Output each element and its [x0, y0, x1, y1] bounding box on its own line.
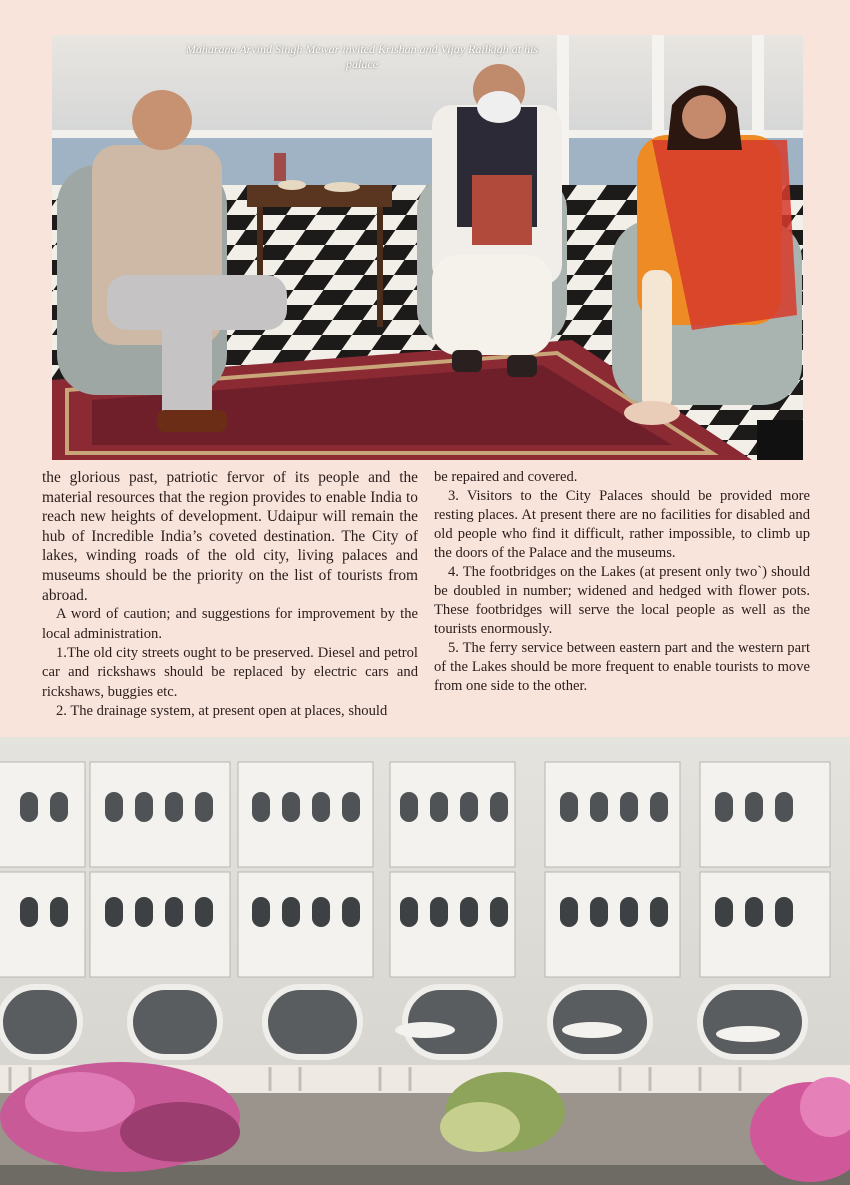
paragraph: 1.The old city streets ought to be preserved. Diesel and petrol car and rickshaws should be replaced by electric cars and rickshaws, buggies etc.: [42, 644, 418, 700]
paragraph: 2. The drainage system, at present open at places, should: [56, 703, 388, 720]
photo-caption: Maharana Arvind Singh Mewar invited Krishan and Vijay Railkigh at his palace: [185, 42, 539, 71]
paragraph: be repaired and covered.: [434, 469, 578, 485]
article-right-column: [434, 468, 810, 696]
paragraph: 4. The footbridges on the Lakes (at present only two`) should be doubled in number; widened and hedged with flower pots. These footbridges will serve the local people as well as the tourists enormously.: [434, 564, 810, 637]
bottom-photo: [0, 737, 850, 1185]
paragraph: 3. Visitors to the City Palaces should be provided more resting places. At present there are no facilities for disabled and old people who find it difficult, rather impossible, to climb up the doors of the Palace and the museums.: [434, 488, 810, 561]
paragraph: the glorious past, patriotic fervor of its people and the material resources that the region provides to enable India to reach new heights of development. Udaipur will remain the hub of Incredible India’s coveted destination. The City of lakes, winding roads of the old city, living palaces and museums should be the priority on the list of tourists from abroad.: [42, 469, 418, 604]
article-left-column: [42, 468, 418, 722]
paragraph: A word of caution; and suggestions for improvement by the local administration.: [42, 606, 418, 642]
palace-interior-photo-icon: [52, 35, 803, 460]
paragraph: 5. The ferry service between eastern part and the western part of the Lakes should be more frequent to enable tourists to move from one side to the other.: [434, 640, 810, 694]
top-photo: [52, 35, 803, 460]
lake-palace-facade-photo-icon: [0, 737, 850, 1185]
